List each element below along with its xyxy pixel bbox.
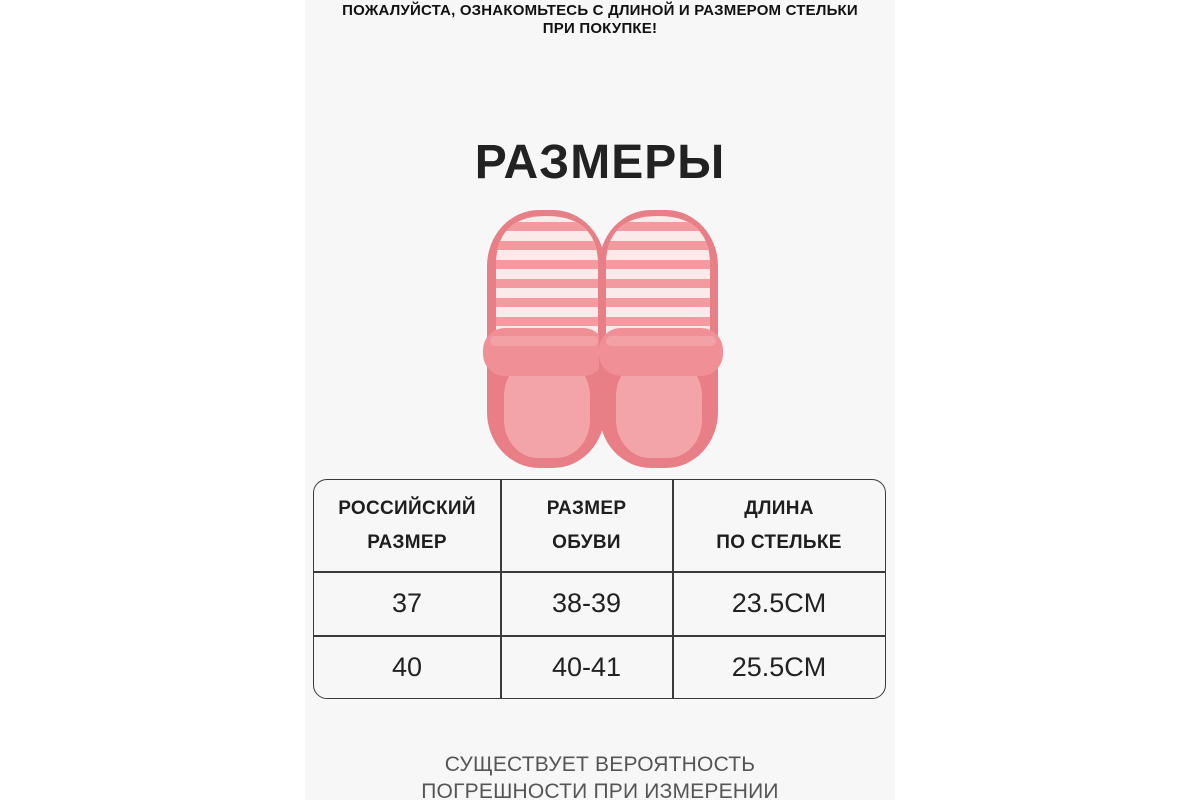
header-shoe-size-line-1: РАЗМЕР — [546, 497, 627, 519]
header-insole-length — [673, 480, 885, 571]
page-title: РАЗМЕРЫ — [474, 136, 726, 189]
header-insole-length-line-1: ДЛИНА — [744, 497, 814, 519]
table-cell: 40 — [391, 651, 423, 682]
size-table — [313, 479, 886, 699]
header-russian-size-line-1: РОССИЙСКИЙ — [338, 497, 476, 519]
right-margin — [895, 0, 1200, 800]
table-cell: 38-39 — [551, 588, 622, 618]
left-margin — [0, 0, 305, 800]
table-cell: 25.5CM — [731, 651, 827, 682]
footnote-line-2: ПОГРЕШНОСТИ ПРИ ИЗМЕРЕНИИ — [421, 780, 779, 800]
right-slipper — [599, 208, 723, 468]
table-cell: 23.5CM — [731, 588, 827, 618]
header-shoe-size-line-2: ОБУВИ — [552, 531, 621, 553]
notice-line-2: ПРИ ПОКУПКЕ! — [542, 20, 658, 37]
measurement-footnote — [0, 751, 1200, 800]
header-russian-size — [314, 480, 500, 571]
header-insole-length-line-2: ПО СТЕЛЬКЕ — [716, 531, 842, 553]
footnote-line-1: СУЩЕСТВУЕТ ВЕРОЯТНОСТЬ — [444, 753, 756, 776]
header-russian-size-line-2: РАЗМЕР — [367, 531, 447, 553]
left-slipper — [483, 208, 605, 468]
notice-line-1: ПОЖАЛУЙСТА, ОЗНАКОМЬТЕСЬ С ДЛИНОЙ И РАЗМЕРОМ СТЕЛЬКИ — [342, 2, 858, 19]
table-cell: 37 — [391, 588, 423, 618]
striped-slippers-icon — [478, 208, 728, 472]
purchase-notice — [0, 2, 1200, 38]
table-cell: 40-41 — [551, 651, 622, 682]
header-shoe-size — [501, 480, 672, 571]
